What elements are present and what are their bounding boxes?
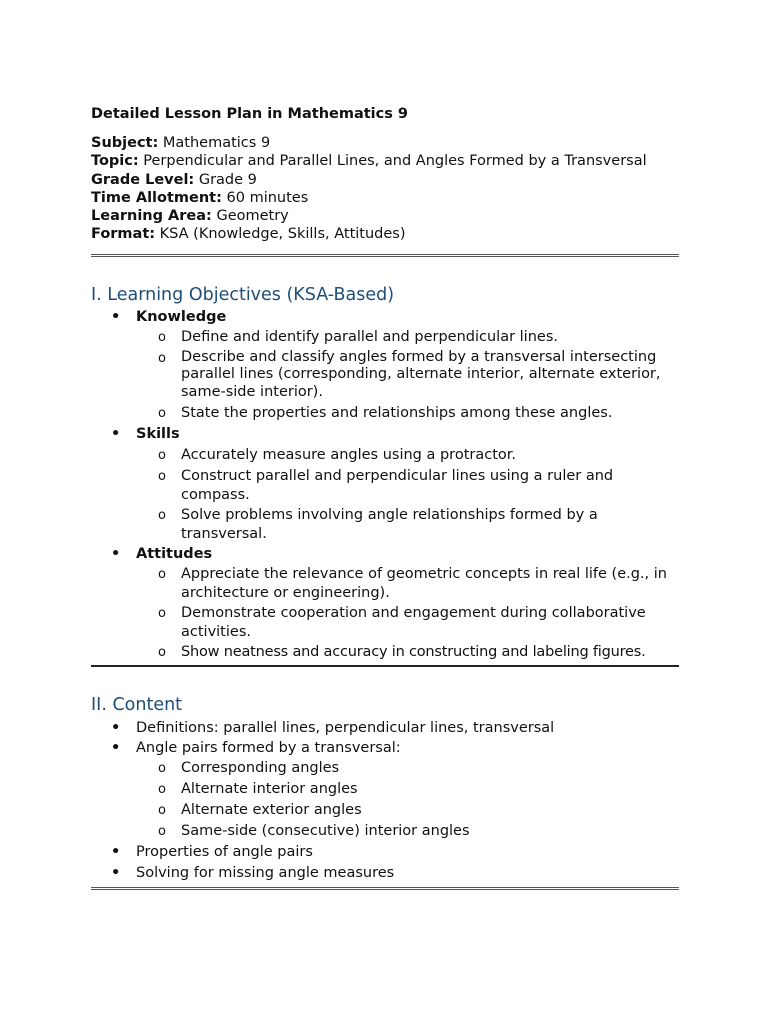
objective-text: Define and identify parallel and perpendicular lines. <box>181 328 558 345</box>
sub-list-item <box>91 467 679 505</box>
meta-value: Geometry <box>211 208 289 225</box>
list-item <box>91 545 679 564</box>
list-item <box>91 739 679 758</box>
sub-bullet-icon: o <box>158 824 166 840</box>
sub-list-item <box>91 759 679 778</box>
content-heading: II. Content <box>91 695 183 716</box>
meta-value: Grade 9 <box>194 171 257 188</box>
group-label-skills: Skills <box>136 426 180 443</box>
sub-bullet-icon: o <box>158 508 166 524</box>
sub-list-item <box>91 328 679 347</box>
sub-bullet-icon: o <box>158 448 166 464</box>
bullet-icon: • <box>111 740 121 757</box>
meta-value: Perpendicular and Parallel Lines, and Angles Formed by a Transversal <box>138 153 647 170</box>
sub-bullet-icon: o <box>158 406 166 422</box>
bullet-icon: • <box>111 546 121 563</box>
sub-list-item <box>91 780 679 799</box>
meta-learning-area <box>91 207 679 225</box>
objective-text: Solve problems involving angle relationships formed by a transversal. <box>181 507 598 543</box>
objective-text: State the properties and relationships among these angles. <box>181 405 613 422</box>
content-item-text: Definitions: parallel lines, perpendicular lines, transversal <box>136 720 555 737</box>
objective-text: Describe and classify angles formed by a transversal intersecting parallel lines (corresponding, alternate interior, alternate exterior, same-side interior). <box>181 348 661 400</box>
meta-label: Format: <box>91 226 156 243</box>
sub-bullet-icon: o <box>158 350 166 366</box>
sub-list-item <box>91 349 679 402</box>
list-item <box>91 843 679 862</box>
objectives-heading: I. Learning Objectives (KSA-Based) <box>91 284 395 305</box>
sub-list-item <box>91 404 679 423</box>
meta-value: 60 minutes <box>221 189 309 206</box>
sub-bullet-icon: o <box>158 803 166 819</box>
objective-text: Construct parallel and perpendicular lines using a ruler and compass. <box>181 468 614 504</box>
meta-value: Mathematics 9 <box>158 135 271 151</box>
list-item <box>91 719 679 738</box>
sub-list-item <box>91 822 679 841</box>
sub-list-item <box>91 446 679 465</box>
sub-list-item <box>91 643 679 662</box>
sub-bullet-icon: o <box>158 761 166 777</box>
sub-bullet-icon: o <box>158 469 166 485</box>
bullet-icon: • <box>111 865 121 882</box>
sub-list-item <box>91 604 679 642</box>
angle-pair-text: Alternate interior angles <box>181 781 358 798</box>
objective-text: Show neatness and accuracy in constructing and labeling figures. <box>181 644 646 661</box>
meta-subject <box>91 134 679 152</box>
section-divider <box>91 887 679 890</box>
bullet-icon: • <box>111 844 121 861</box>
group-label-knowledge: Knowledge <box>136 308 227 325</box>
bullet-icon: • <box>111 308 121 325</box>
meta-label: Grade Level: <box>91 171 195 188</box>
meta-time-allotment <box>91 189 679 207</box>
objective-text: Accurately measure angles using a protractor. <box>181 447 517 464</box>
angle-pair-text: Corresponding angles <box>181 760 340 777</box>
meta-value: KSA (Knowledge, Skills, Attitudes) <box>155 226 406 243</box>
group-label-attitudes: Attitudes <box>136 546 213 563</box>
bullet-icon: • <box>111 426 121 443</box>
content-item-text: Angle pairs formed by a transversal: <box>136 740 401 757</box>
objective-text: Appreciate the relevance of geometric concepts in real life (e.g., in architecture or engineering). <box>181 566 667 602</box>
sub-bullet-icon: o <box>158 329 166 345</box>
lesson-plan-page <box>91 103 679 890</box>
sub-bullet-icon: o <box>158 606 166 622</box>
sub-list-item <box>91 801 679 820</box>
content-item-text: Properties of angle pairs <box>136 844 313 861</box>
section-divider <box>91 665 679 667</box>
meta-label: Subject: <box>91 135 159 151</box>
list-item <box>91 864 679 883</box>
list-item <box>91 308 679 327</box>
sub-bullet-icon: o <box>158 567 166 583</box>
sub-bullet-icon: o <box>158 645 166 661</box>
meta-grade-level <box>91 171 679 189</box>
sub-list-item <box>91 506 679 544</box>
meta-topic <box>91 152 679 170</box>
document-title: Detailed Lesson Plan in Mathematics 9 <box>91 106 409 122</box>
meta-label: Topic: <box>91 153 139 170</box>
section-divider <box>91 254 679 257</box>
bullet-icon: • <box>111 720 121 737</box>
angle-pair-text: Alternate exterior angles <box>181 802 362 819</box>
objectives-list <box>91 308 679 663</box>
sub-list-item <box>91 565 679 603</box>
angle-pair-text: Same-side (consecutive) interior angles <box>181 823 470 840</box>
meta-block <box>91 134 679 244</box>
content-item-text: Solving for missing angle measures <box>136 865 395 882</box>
meta-label: Time Allotment: <box>91 189 222 206</box>
sub-bullet-icon: o <box>158 782 166 798</box>
meta-format <box>91 225 679 243</box>
list-item <box>91 425 679 444</box>
content-list <box>91 719 679 883</box>
meta-label: Learning Area: <box>91 208 212 225</box>
objective-text: Demonstrate cooperation and engagement during collaborative activities. <box>181 605 646 641</box>
